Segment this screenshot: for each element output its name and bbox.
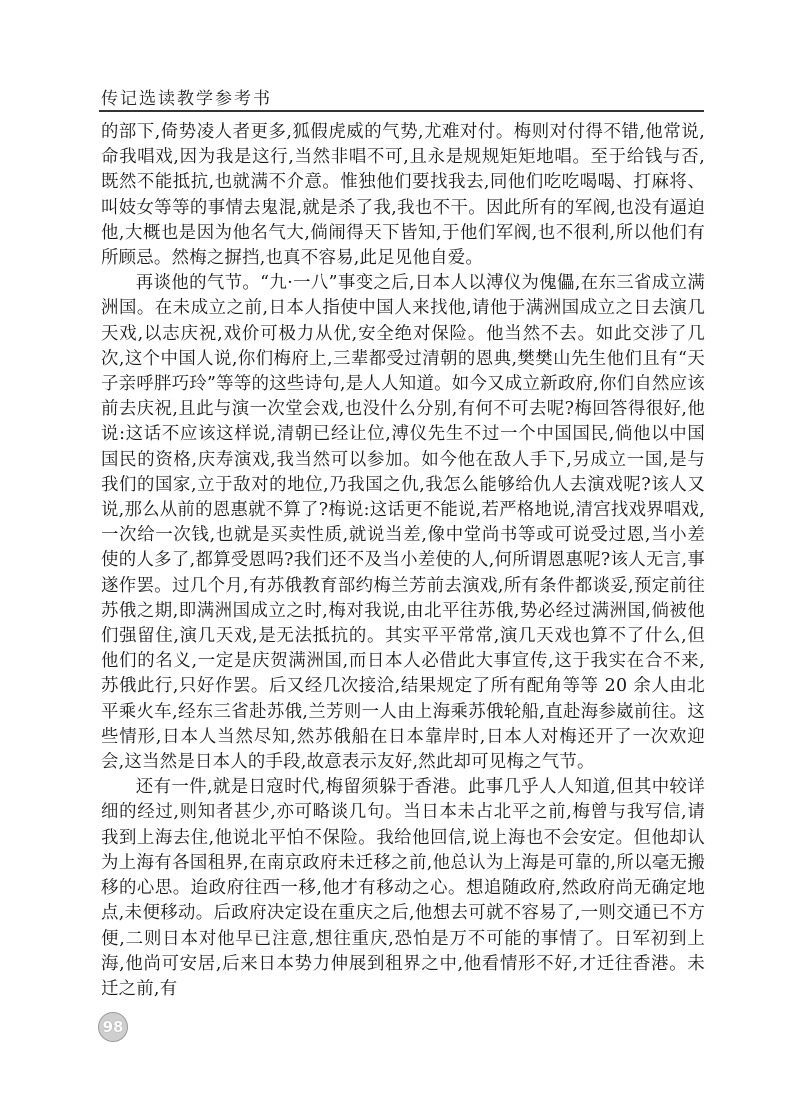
header-rule bbox=[99, 110, 704, 112]
page-number-badge: 98 bbox=[98, 1012, 128, 1042]
body-text bbox=[101, 120, 705, 1002]
paragraph-2: 再谈他的气节。“九·一八”事变之后,日本人以溥仪为傀儡,在东三省成立满洲国。在未成立之前,日本人指使中国人来找他,请他于满洲国成立之日去演几天戏,以志庆祝,戏价可极力从优,安全绝对保险。他当然不去。如此交涉了几次,这个中国人说,你们梅府上,三辈都受过清朝的恩典,樊樊山先生他们且有“天子亲呼胖巧玲”等等的这些诗句,是人人知道。如今又成立新政府,你们自然应该前去庆祝,且此与演一次堂会戏,也没什么分别,有何不可去呢?梅回答得很好,他说:这话不应该这样说,清朝已经让位,溥仪先生不过一个中国国民,倘他以中国国民的资格,庆寿演戏,我当然可以参加。如今他在敌人手下,另成立一国,是与我们的国家,立于敌对的地位,乃我国之仇,我怎么能够给仇人去演戏呢?该人又说,那么从前的恩惠就不算了?梅说:这话更不能说,若严格地说,清宫找戏界唱戏,一次给一次钱,也就是买卖性质,就说当差,像中堂尚书等或可说受过恩,当小差使的人多了,都算受恩吗?我们还不及当小差使的人,何所谓恩惠呢?该人无言,事遂作罢。过几个月,有苏俄教育部约梅兰芳前去演戏,所有条件都谈妥,预定前往苏俄之期,即满洲国成立之时,梅对我说,由北平往苏俄,势必经过满洲国,倘被他们强留住,演几天戏,是无法抵抗的。其实平平常常,演几天戏也算不了什么,但他们的名义,一定是庆贺满洲国,而日本人必借此大事宣传,这于我实在合不来,苏俄此行,只好作罢。后又经几次接洽,结果规定了所有配角等等 20 余人由北平乘火车,经东三省赴苏俄,兰芳则一人由上海乘苏俄轮船,直赴海参崴前往。这些情形,日本人当然尽知,然苏俄船在日本靠岸时,日本人对梅还开了一次欢迎会,这当然是日本人的手段,故意表示友好,然此却可见梅之气节。 bbox=[101, 273, 705, 773]
running-header: 传记选读教学参考书 bbox=[101, 89, 272, 109]
paragraph-3: 还有一件,就是日寇时代,梅留须躲于香港。此事几乎人人知道,但其中较详细的经过,则知者甚少,亦可略谈几句。当日本未占北平之前,梅曾与我写信,请我到上海去住,他说北平怕不保险。我给他回信,说上海也不会安定。但他却认为上海有各国租界,在南京政府未迁移之前,他总认为上海是可靠的,所以毫无搬移的心思。迨政府往西一移,他才有移动之心。想追随政府,然政府尚无确定地点,未便移动。后政府决定设在重庆之后,他想去可就不容易了,一则交通已不方便,二则日本对他早已注意,想往重庆,恐怕是万不可能的事情了。日军初到上海,他尚可安居,后来日本势力伸展到租界之中,他看情形不好,才迁往香港。未迁之前,有 bbox=[101, 777, 705, 999]
paragraph-1: 的部下,倚势凌人者更多,狐假虎威的气势,尤难对付。梅则对付得不错,他常说,命我唱戏,因为我是这行,当然非唱不可,且永是规规矩矩地唱。至于给钱与否,既然不能抵抗,也就满不介意。惟独他们要找我去,同他们吃吃喝喝、打麻将、叫妓女等等的事情去鬼混,就是杀了我,我也不干。因此所有的军阀,也没有逼迫他,大概也是因为他名气大,倘闹得天下皆知,于他们军阀,也不很利,所以他们有所顾忌。然梅之摒挡,也真不容易,此足见他自爱。 bbox=[101, 122, 705, 269]
